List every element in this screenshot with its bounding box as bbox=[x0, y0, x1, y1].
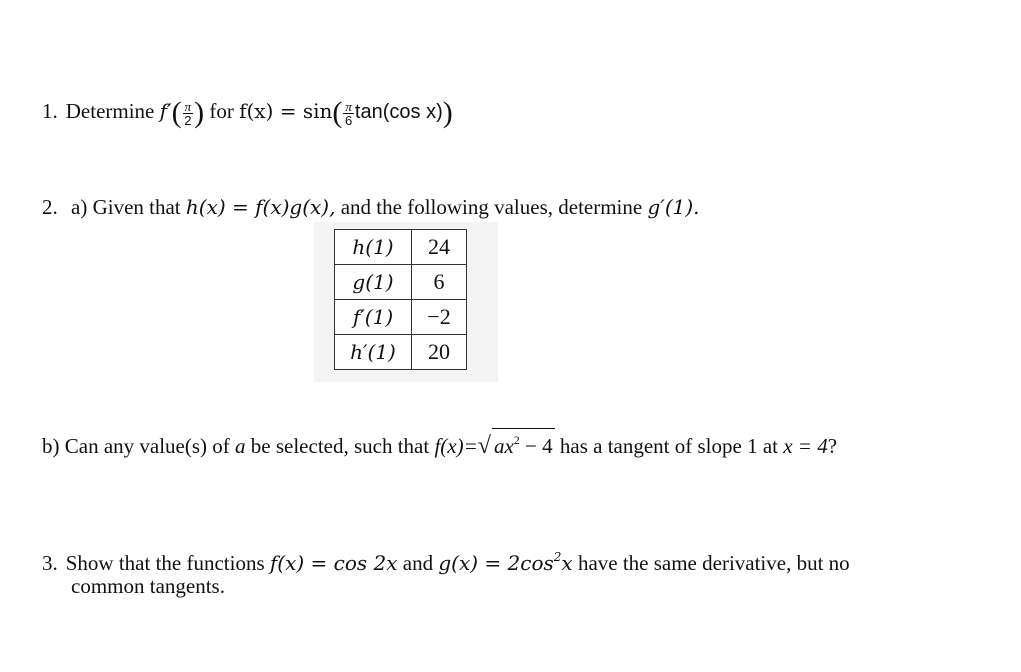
for-word: for bbox=[209, 99, 234, 123]
inner-expression: tan(cos x) bbox=[354, 101, 443, 123]
values-table-background bbox=[314, 222, 498, 382]
product-equation: h(x) = f(x)g(x), bbox=[185, 195, 336, 219]
question-1: 1. Determine f′( $\frac{\pi}{2}$ ) for f(x) = sin( $\frac{\pi}{6}$ tan(cos x)) bbox=[42, 96, 453, 129]
radical-sign: √ bbox=[477, 433, 491, 459]
fraction-pi-over-6: $\frac{\pi}{6}$ bbox=[345, 98, 353, 128]
function-lhs: f(x)= bbox=[434, 434, 478, 458]
radicand: $ax^2 - 4$ bbox=[492, 428, 555, 457]
table-row: h′(1) 20 bbox=[335, 335, 467, 370]
question-number: 1. bbox=[42, 99, 58, 123]
determine-word: Determine bbox=[65, 99, 155, 123]
variable-a: a bbox=[235, 434, 246, 458]
function-derivative: f′ bbox=[159, 99, 172, 123]
function-definition: f(x) = sin bbox=[239, 99, 333, 123]
table-row: f′(1) −2 bbox=[335, 300, 467, 335]
question-2b: b) Can any value(s) of a be selected, such that f(x)=√ $ax^2 - 4$ has a tangent of slope 1 at x = 4? bbox=[42, 428, 837, 460]
question-number: 3. bbox=[42, 551, 58, 575]
function-g: $g(x) = 2\cos^2x$ bbox=[438, 550, 573, 575]
question-number: 2. bbox=[42, 195, 58, 219]
question-3: 3. Show that the functions f(x) = cos 2x and $g(x) = 2\cos^2x$ have the same derivative, but no bbox=[42, 550, 850, 575]
values-table bbox=[334, 229, 467, 370]
part-label: a) bbox=[71, 195, 88, 219]
table-row: g(1) 6 bbox=[335, 265, 467, 300]
function-f: f(x) = cos 2x bbox=[269, 551, 398, 575]
question-2a: 2. a) Given that h(x) = f(x)g(x), and the following values, determine g′(1). bbox=[42, 195, 700, 219]
target-derivative: g′(1). bbox=[647, 195, 700, 219]
point-equation: x = 4 bbox=[783, 434, 828, 458]
question-3-continued: common tangents. bbox=[71, 574, 225, 598]
table-row: h(1) 24 bbox=[335, 230, 467, 265]
part-label: b) bbox=[42, 434, 60, 458]
fraction-pi-over-2: $\frac{\pi}{2}$ bbox=[184, 98, 192, 128]
